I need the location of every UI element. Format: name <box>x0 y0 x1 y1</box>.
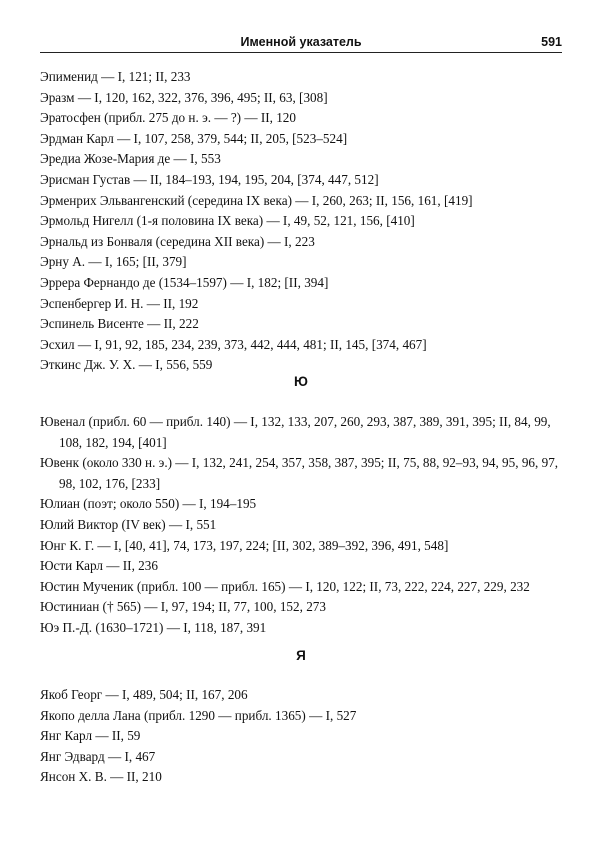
index-entry: Юэ П.-Д. (1630–1721) — I, 118, 187, 391 <box>40 619 267 635</box>
section-letter-ya: Я <box>296 648 306 663</box>
index-entry: Эрну А. — I, 165; [II, 379] <box>40 254 187 270</box>
running-head <box>40 34 562 53</box>
page-number: 591 <box>541 35 562 49</box>
index-entry: Эратосфен (прибл. 275 до н. э. — ?) — II, 120 <box>40 110 296 126</box>
index-entry: Эсхил — I, 91, 92, 185, 234, 239, 373, 442, 444, 481; II, 145, [374, 467] <box>40 336 427 352</box>
index-entry: Эспенбергер И. Н. — II, 192 <box>40 295 199 311</box>
index-entry: Эрисман Густав — II, 184–193, 194, 195, 204, [374, 447, 512] <box>40 171 379 187</box>
index-entry: Эрнальд из Бонваля (середина XII века) — I, 223 <box>40 233 315 249</box>
index-entry: Ювенк (около 330 н. э.) — I, 132, 241, 254, 357, 358, 387, 395; II, 75, 88, 92–93, 94, 95, 96, 97, 98, 102, 176, [233] <box>40 455 559 491</box>
index-entry: Янг Карл — II, 59 <box>40 728 141 744</box>
index-entry: Юнг К. Г. — I, [40, 41], 74, 173, 197, 224; [II, 302, 389–392, 396, 491, 548] <box>40 537 449 553</box>
index-entry: Янг Эдвард — I, 467 <box>40 748 156 764</box>
index-entry: Юлиан (поэт; около 550) — I, 194–195 <box>40 496 257 512</box>
section-letter-yu: Ю <box>294 374 308 389</box>
index-entry: Якопо делла Лана (прибл. 1290 — прибл. 1365) — I, 527 <box>40 707 357 723</box>
index-entry: Эрдман Карл — I, 107, 258, 379, 544; II, 205, [523–524] <box>40 130 348 146</box>
index-entry: Эпименид — I, 121; II, 233 <box>40 69 191 84</box>
index-entry: Эразм — I, 120, 162, 322, 376, 396, 495; II, 63, [308] <box>40 89 328 105</box>
index-entry: Янсон Х. В. — II, 210 <box>40 769 162 785</box>
index-section-e <box>40 67 562 376</box>
index-entry: Эткинс Дж. У. Х. — I, 556, 559 <box>40 357 213 373</box>
index-entry: Ювенал (прибл. 60 — прибл. 140) — I, 132, 133, 207, 260, 293, 387, 389, 391, 395; II, 84, 99, 108, 182, 194, [401] <box>40 414 551 450</box>
index-entry: Якоб Георг — I, 489, 504; II, 167, 206 <box>40 687 248 702</box>
index-section-ya <box>40 685 562 788</box>
index-entry: Юстиниан († 565) — I, 97, 194; II, 77, 100, 152, 273 <box>40 599 326 615</box>
index-entry: Эредиа Жозе-Мария де — I, 553 <box>40 151 221 167</box>
page-title: Именной указатель <box>240 35 362 49</box>
index-section-yu <box>40 412 562 639</box>
index-entry: Эрмольд Нигелл (1-я половина IX века) — I, 49, 52, 121, 156, [410] <box>40 213 415 229</box>
index-entry: Эрменрих Эльвангенский (середина IX века) — I, 260, 263; II, 156, 161, [419] <box>40 192 473 208</box>
index-entry: Эррера Фернандо де (1534–1597) — I, 182; [II, 394] <box>40 274 329 290</box>
index-entry: Юлий Виктор (IV век) — I, 551 <box>40 516 217 532</box>
index-entry: Эспинель Висенте — II, 222 <box>40 316 199 332</box>
index-entry: Юсти Карл — II, 236 <box>40 558 158 574</box>
index-entry: Юстин Мученик (прибл. 100 — прибл. 165) — I, 120, 122; II, 73, 222, 224, 227, 229, 232 <box>40 578 530 594</box>
